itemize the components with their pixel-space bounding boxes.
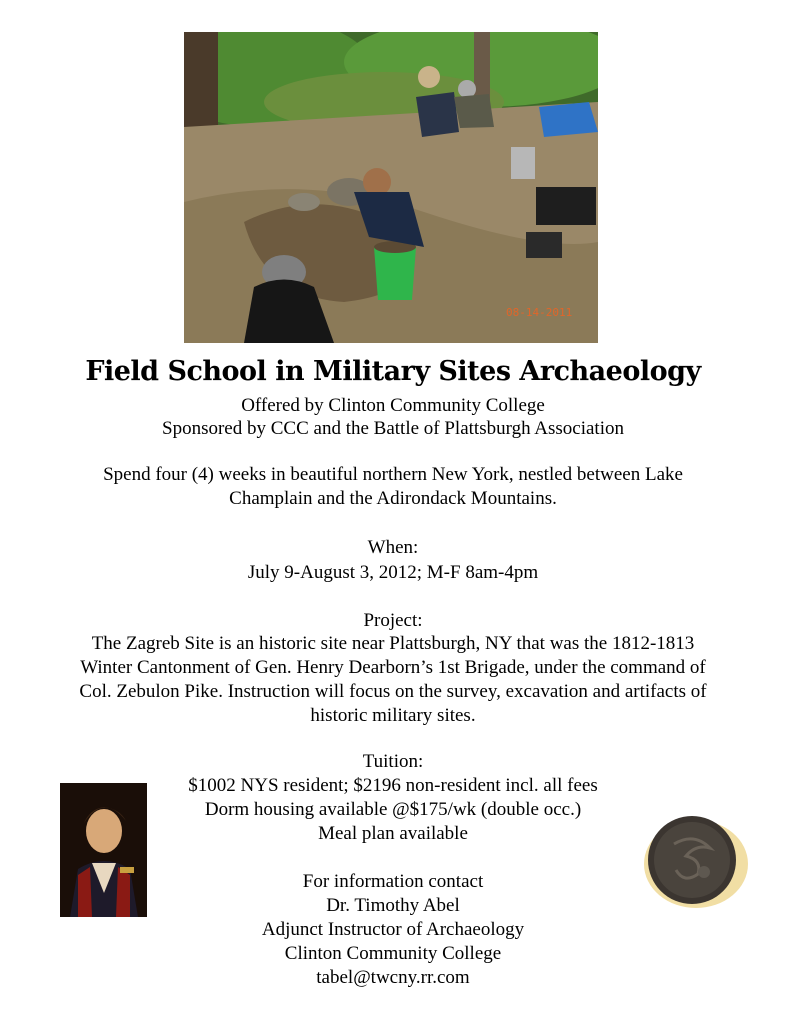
project-line-1: The Zagreb Site is an historic site near Plattsburgh, NY that was the 1812-1813 [91,633,695,654]
project-line-3: Col. Zebulon Pike. Instruction will focus on the survey, excavation and artifacts of [79,681,707,702]
tuition-line-2: Dorm housing available @$175/wk (double occ.) [204,799,582,820]
project-line-2: Winter Cantonment of Gen. Henry Dearborn’s 1st Brigade, under the command of [80,657,706,678]
excavation-photo [184,32,598,343]
contact-line-2: Dr. Timothy Abel [326,895,460,916]
contact-email[interactable]: tabel@twcny.rr.com [316,967,470,988]
when-text: July 9-August 3, 2012; M-F 8am-4pm [247,562,539,583]
intro-line-2: Champlain and the Adirondack Mountains. [229,488,557,509]
project-line-4: historic military sites. [310,705,476,726]
sponsored-by: Sponsored by CCC and the Battle of Plattsburgh Association [162,418,624,439]
contact-line-3: Adjunct Instructor of Archaeology [261,919,525,940]
tuition-heading: Tuition: [362,751,424,772]
project-heading: Project: [363,610,423,631]
portrait-image [60,783,147,917]
artifact-button-image [624,814,754,914]
when-heading: When: [367,537,419,558]
contact-line-1: For information contact [302,871,484,892]
photo-date-stamp: 08-14-2011 [506,306,573,319]
page-title: Field School in Military Sites Archaeology [85,356,701,387]
contact-line-4: Clinton Community College [284,943,502,964]
offered-by: Offered by Clinton Community College [241,395,545,416]
intro-line-1: Spend four (4) weeks in beautiful northern New York, nestled between Lake [103,464,683,485]
tuition-line-1: $1002 NYS resident; $2196 non-resident incl. all fees [188,775,598,796]
tuition-line-3: Meal plan available [318,823,468,844]
